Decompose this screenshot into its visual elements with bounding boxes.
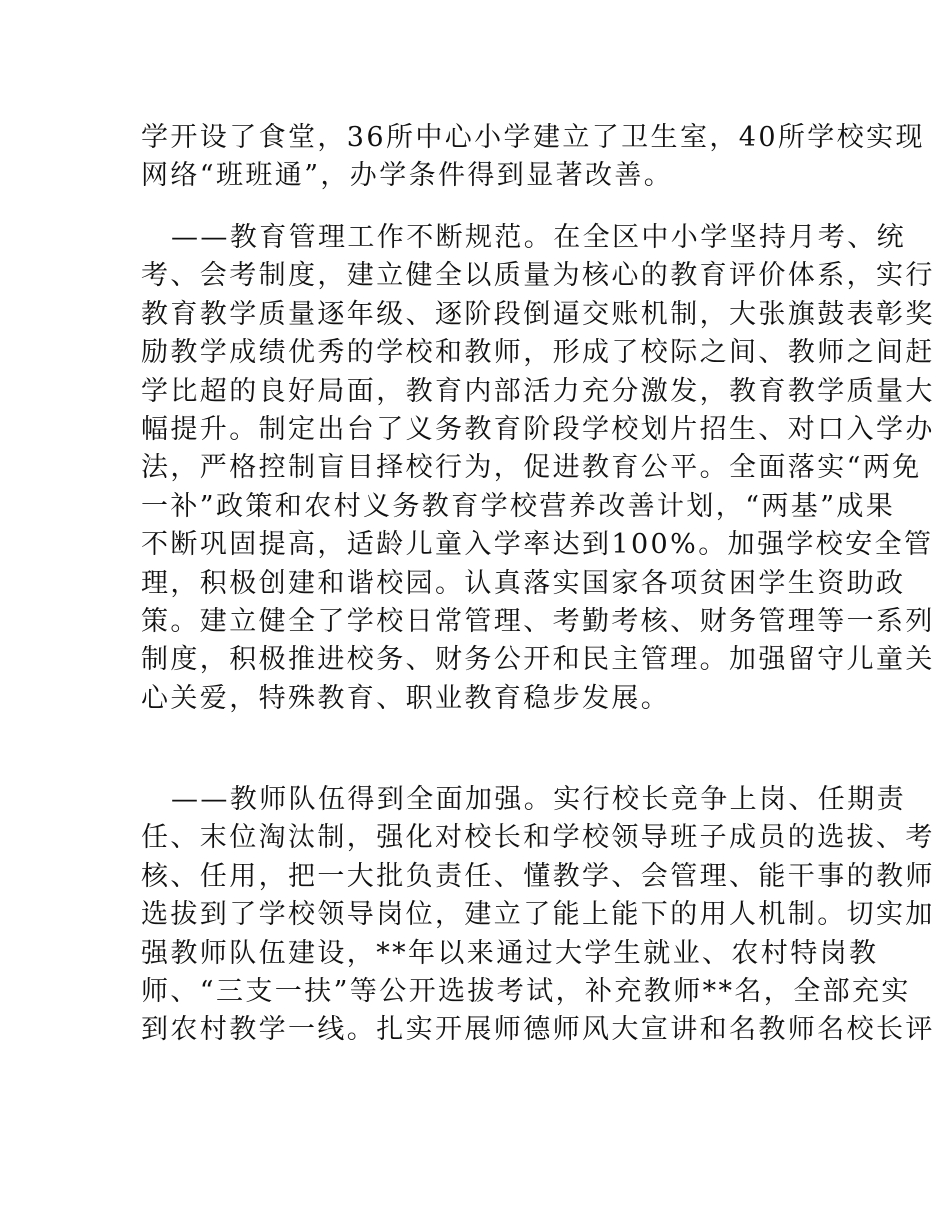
text-line: 选拔到了学校领导岗位，建立了能上能下的用人机制。切实加 [141, 899, 935, 931]
text-line: 学开设了食堂，36所中心小学建立了卫生室，40所学校实现 [141, 122, 925, 153]
text-line: 励教学成绩优秀的学校和教师，形成了校际之间、教师之间赶 [141, 337, 935, 369]
text-line: 任、末位淘汰制，强化对校长和学校领导班子成员的选拔、考 [141, 822, 935, 854]
text-line: 策。建立健全了学校日常管理、考勤考核、财务管理等一系列 [141, 605, 935, 637]
text-line: 学比超的良好局面，教育内部活力充分激发，教育教学质量大 [141, 375, 935, 407]
text-line: 法，严格控制盲目择校行为，促进教育公平。全面落实“两免 [141, 452, 922, 484]
text-line: 强教师队伍建设，**年以来通过大学生就业、农村特岗教 [141, 937, 879, 969]
paragraph-2 [141, 219, 935, 718]
text-line: 网络“班班通”，办学条件得到显著改善。 [141, 160, 674, 192]
text-line: 幅提升。制定出台了义务教育阶段学校划片招生、对口入学办 [141, 413, 935, 445]
paragraph-3 [141, 781, 935, 1050]
text-line: 理，积极创建和谐校园。认真落实国家各项贫困学生资助政 [141, 567, 906, 599]
text-line: 教育教学质量逐年级、逐阶段倒逼交账机制，大张旗鼓表彰奖 [141, 298, 935, 330]
paragraph-1 [141, 119, 925, 196]
text-line: ——教育管理工作不断规范。在全区中小学坚持月考、统 [171, 222, 906, 253]
text-line: 师、“三支一扶”等公开选拔考试，补充教师**名，全部充实 [141, 975, 911, 1007]
text-line: ——教师队伍得到全面加强。实行校长竞争上岗、任期责 [171, 784, 906, 815]
text-line: 不断巩固提高，适龄儿童入学率达到100%。加强学校安全管 [141, 529, 934, 561]
text-line: 心关爱，特殊教育、职业教育稳步发展。 [141, 682, 671, 714]
text-line: 考、会考制度，建立健全以质量为核心的教育评价体系，实行 [141, 260, 935, 292]
text-line: 到农村教学一线。扎实开展师德师风大宣讲和名教师名校长评 [141, 1014, 935, 1046]
text-line: 一补”政策和农村义务教育学校营养改善计划，“两基”成果 [141, 490, 896, 522]
text-line: 制度，积极推进校务、财务公开和民主管理。加强留守儿童关 [141, 644, 935, 676]
text-line: 核、任用，把一大批负责任、懂教学、会管理、能干事的教师 [141, 860, 935, 892]
